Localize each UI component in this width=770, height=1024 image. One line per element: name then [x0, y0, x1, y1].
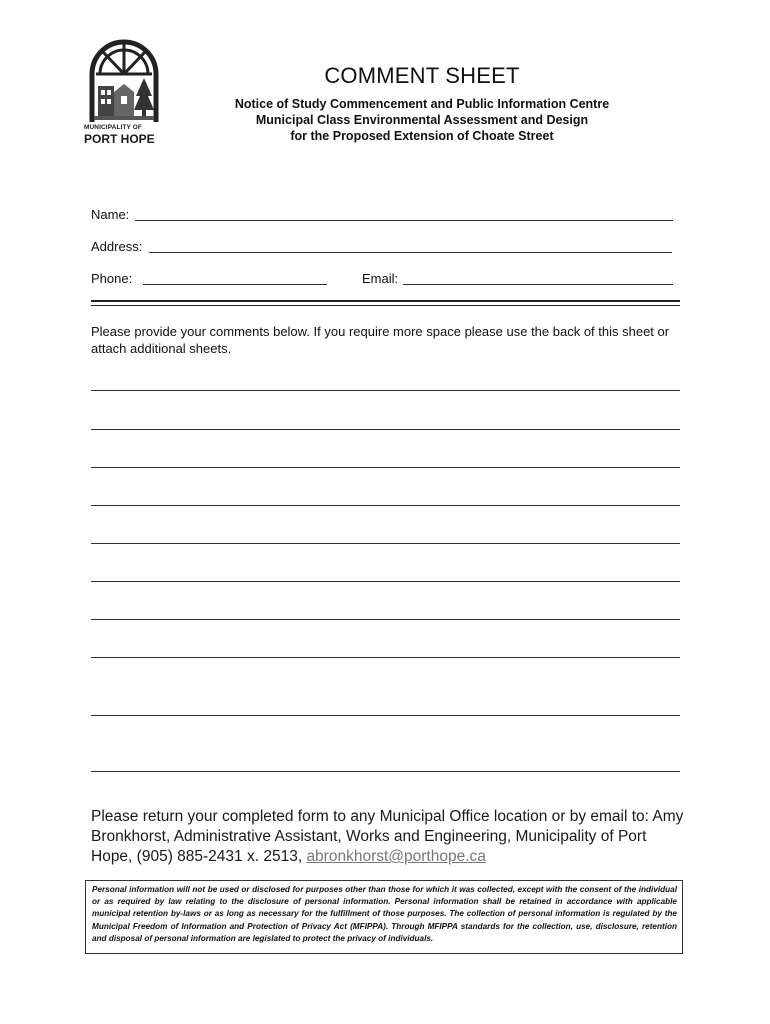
- comment-line[interactable]: [91, 390, 680, 391]
- comment-line[interactable]: [91, 505, 680, 506]
- comment-line[interactable]: [91, 771, 680, 772]
- comment-line[interactable]: [91, 429, 680, 430]
- comments-instructions: Please provide your comments below. If you require more space please use the back of this sheet or attach additional sheets.: [91, 324, 670, 356]
- contact-email-link[interactable]: abronkhorst@porthope.ca: [306, 848, 486, 865]
- return-instructions-text: Please return your completed form to any Municipal Office location or by email to: Amy Bronkhorst, Administrative Assistant, Works and Engineering, Municipality of Port Hope, (905) 885-2431 x. 2513,: [91, 808, 684, 865]
- name-field-label: [91, 207, 129, 222]
- page-title: COMMENT SHEET: [324, 63, 520, 88]
- comment-line[interactable]: [91, 657, 680, 658]
- phone-label: Phone:: [91, 271, 133, 286]
- section-divider-thin: [91, 305, 680, 306]
- comment-line[interactable]: [91, 715, 680, 716]
- email-field-label: [362, 271, 398, 286]
- comment-line[interactable]: [91, 467, 680, 468]
- municipality-logo: [84, 34, 164, 146]
- phone-field-label: [91, 271, 132, 286]
- name-label: Name:: [91, 207, 130, 222]
- subtitle-line-3: for the Proposed Extension of Choate Street: [290, 129, 554, 143]
- phone-field[interactable]: [143, 270, 327, 285]
- comment-line[interactable]: [91, 581, 680, 582]
- address-field[interactable]: [149, 238, 672, 253]
- logo-municipality-text: MUNICIPALITY OF: [84, 124, 142, 131]
- comment-line[interactable]: [91, 619, 680, 620]
- subtitle-line-1: Notice of Study Commencement and Public Information Centre: [234, 97, 610, 111]
- address-field-label: [91, 239, 142, 254]
- email-label: Email:: [362, 271, 399, 286]
- port-hope-emblem-icon: [84, 34, 164, 122]
- address-label: Address:: [91, 239, 143, 254]
- name-field[interactable]: [135, 206, 673, 221]
- return-instructions: [91, 807, 691, 867]
- email-field[interactable]: [403, 270, 673, 285]
- section-divider-thick: [91, 300, 680, 302]
- logo-port-hope-text: PORT HOPE: [84, 132, 155, 146]
- comment-line[interactable]: [91, 543, 680, 544]
- subtitle-line-2: Municipal Class Environmental Assessment and Design: [255, 113, 589, 127]
- privacy-notice: Personal information will not be used or disclosed for purposes other than those for which it was collected, except with the consent of the individual or as required by law relating to the disclosure of personal information. Personal information shall be retained in accordance with applicable municipal retention by-laws or as long as necessary for the fulfillment of those purposes. The collection of personal information is regulated by the Municipal Freedom of Information and Protection of Privacy Act (MFIPPA). Through MFIPPA standards for the collection, use, disclosure, retention and disposal of personal information are legislated to protect the privacy of individuals.: [85, 880, 683, 954]
